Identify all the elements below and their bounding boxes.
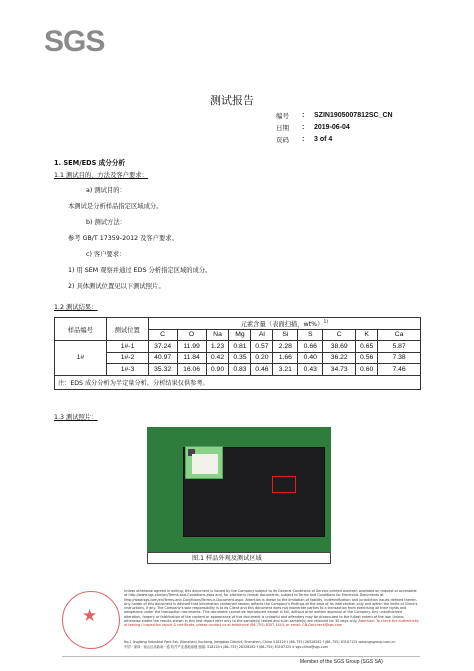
footer-divider xyxy=(62,656,420,657)
table-row xyxy=(55,364,421,376)
subsection-1-3: 1.3 测试照片： xyxy=(54,414,98,421)
sample-id-cell: 1# xyxy=(55,341,107,376)
table-row xyxy=(55,341,421,353)
sgs-logo xyxy=(44,25,104,59)
meta-row-number xyxy=(276,109,393,121)
position-cell: 1#-2 xyxy=(106,352,148,364)
address-cn: 中国 · 深圳 · 南山区高新南一道 软件产业基地南楼 邮编: 518129 t (86–755) 26328282 f (86–755) 83107125 e sgs.china@sgs.com xyxy=(124,644,328,649)
value-cell: 1.66 xyxy=(273,352,298,364)
meta-value: 2019-06-04 xyxy=(314,123,350,131)
element-header: Na xyxy=(206,329,229,341)
value-cell: 0.83 xyxy=(229,364,251,376)
value-cell: 5.87 xyxy=(378,341,421,353)
element-header: Ca xyxy=(378,329,421,341)
subsection-1-1: 1.1 测试目的、方法及客户要求： xyxy=(54,172,148,179)
value-cell: 0.66 xyxy=(298,341,323,353)
value-cell: 0.43 xyxy=(298,364,323,376)
value-cell: 0.20 xyxy=(251,352,273,364)
meta-value: SZIN1905007812SC_CN xyxy=(314,111,393,119)
value-cell: 0.40 xyxy=(298,352,323,364)
value-cell: 40.97 xyxy=(148,352,177,364)
section-heading: 1. SEM/EDS 成分分析 xyxy=(54,159,126,167)
table-note: 注：EDS 成分分析为半定量分析，分析结果仅供参考。 xyxy=(55,375,421,389)
element-header: O xyxy=(177,329,206,341)
test-area-marker xyxy=(272,476,296,493)
value-cell: 35.32 xyxy=(148,364,177,376)
content-header-text: 元素含量（表面扫描，wt%） xyxy=(240,320,324,328)
position-cell: 1#-1 xyxy=(106,341,148,353)
footer-address xyxy=(124,640,420,649)
star-icon: ★ xyxy=(82,606,98,626)
value-cell: 2.28 xyxy=(273,341,298,353)
value-cell: 38.69 xyxy=(323,341,356,353)
col-position-header: 测试位置 xyxy=(106,318,148,341)
value-cell: 16.06 xyxy=(177,364,206,376)
footer-disclaimer xyxy=(124,589,420,628)
report-meta xyxy=(276,109,393,145)
value-cell: 0.57 xyxy=(251,341,273,353)
disclaimer-text: Unless otherwise agreed in writing, this document is issued by the Company subject to its General Conditions of Service printed overleaf, available on request or accessible at http://www.sgs.com/en/Terms-and-Conditions.aspx and, for electronic format documents, subject to Terms and Conditions for Electronic Documents at http://www.sgs.com/en/Terms-and-Conditions/Terms-e-Document.aspx. Attention is drawn to the limitation of liability, indemnification and jurisdiction issues defined therein. Any holder of this document is advised that information contained hereon reflects the Company's findings at the time of its intervention only and within the limits of Client's instructions, if any. The Company's sole responsibility is to its Client and this document does not exonerate parties to a transaction from exercising all their rights and obligations under the transaction documents. This document cannot be reproduced except in full, without prior written approval of the Company. Any unauthorized alteration, forgery or falsification of the content or appearance of this document is unlawful and offenders may be prosecuted to the fullest extent of the law. Unless otherwise stated the results shown in this test report refer only to the sample(s) tested and such sample(s) are retained for 30 days only. xyxy=(124,589,418,624)
sgs-logo-text: SGS xyxy=(44,25,105,58)
element-header: Mg xyxy=(229,329,251,341)
sample-label-card xyxy=(185,446,223,479)
value-cell: 34.73 xyxy=(323,364,356,376)
report-title: 测试报告 xyxy=(210,94,254,107)
element-header: K xyxy=(356,329,378,341)
element-header: S xyxy=(298,329,323,341)
value-cell: 7.38 xyxy=(378,352,421,364)
col-content-header xyxy=(148,318,420,330)
value-cell: 0.46 xyxy=(251,364,273,376)
photo-caption: 图.1 样品外观及测试区域 xyxy=(147,552,331,564)
item-c-2: 2) 具体测试位置见以下测试照片。 xyxy=(68,283,165,290)
meta-key: 页码 xyxy=(276,135,289,144)
value-cell: 3.21 xyxy=(273,364,298,376)
table-header-row xyxy=(55,318,421,330)
value-cell: 37.24 xyxy=(148,341,177,353)
position-cell: 1#-3 xyxy=(106,364,148,376)
value-cell: 11.84 xyxy=(177,352,206,364)
meta-key: 编号 xyxy=(276,111,289,120)
value-cell: 1.23 xyxy=(206,341,229,353)
item-b-text: 参考 GB/T 17359-2012 及客户要求。 xyxy=(68,235,178,242)
element-header: Al xyxy=(251,329,273,341)
value-cell: 11.99 xyxy=(177,341,206,353)
meta-colon: : xyxy=(302,111,305,119)
item-b-label: b) 测试方法： xyxy=(86,219,126,226)
table-row xyxy=(55,352,421,364)
sample-label-sticker xyxy=(192,454,218,474)
meta-colon: : xyxy=(302,123,305,131)
value-cell: 0.35 xyxy=(229,352,251,364)
results-table xyxy=(54,317,421,390)
meta-row-page xyxy=(276,133,393,145)
element-header: C xyxy=(323,329,356,341)
value-cell: 0.56 xyxy=(356,352,378,364)
meta-value: 3 of 4 xyxy=(314,135,333,143)
value-cell: 0.65 xyxy=(356,341,378,353)
value-cell: 0.60 xyxy=(356,364,378,376)
inspection-seal-icon xyxy=(62,591,120,649)
sample-photo xyxy=(147,427,331,552)
col-sample-header: 样品编号 xyxy=(55,318,107,341)
meta-key: 日期 xyxy=(276,123,289,132)
element-header: C xyxy=(148,329,177,341)
value-cell: 7.46 xyxy=(378,364,421,376)
item-a-text: 本测试是分析样品指定区域成分。 xyxy=(68,203,163,210)
attention-text: Attention: To check the authenticity of testing / inspection report & certificate, please contact us at telephone (86-755) 8307 1443, or email: CN.Doccheck@sgs.com xyxy=(124,619,419,628)
value-cell: 36.22 xyxy=(323,352,356,364)
item-c-1: 1) 用 SEM 观察并通过 EDS 分析指定区域的成分。 xyxy=(68,267,212,274)
table-note-row xyxy=(55,375,421,389)
content-header-sup: 1) xyxy=(323,319,329,325)
address-en: No.1 Jingjiang Industrial Park Ext. (Nanshan) Jiuchang, Jiangqiao District, Shenzhen, China 518129 t (86–755) 26328282 f (86–755) 83107125 www.sgsgroup.com.cn xyxy=(124,640,396,644)
item-a-label: a) 测试目的： xyxy=(86,187,126,194)
value-cell: 0.42 xyxy=(206,352,229,364)
member-text: Member of the SGS Group (SGS SA) xyxy=(300,659,383,665)
item-c-label: c) 客户要求： xyxy=(86,251,126,258)
meta-row-date xyxy=(276,121,393,133)
value-cell: 0.81 xyxy=(229,341,251,353)
meta-colon: : xyxy=(302,135,305,143)
value-cell: 0.90 xyxy=(206,364,229,376)
subsection-1-2: 1.2 测试结果： xyxy=(54,304,98,311)
element-header: Si xyxy=(273,329,298,341)
